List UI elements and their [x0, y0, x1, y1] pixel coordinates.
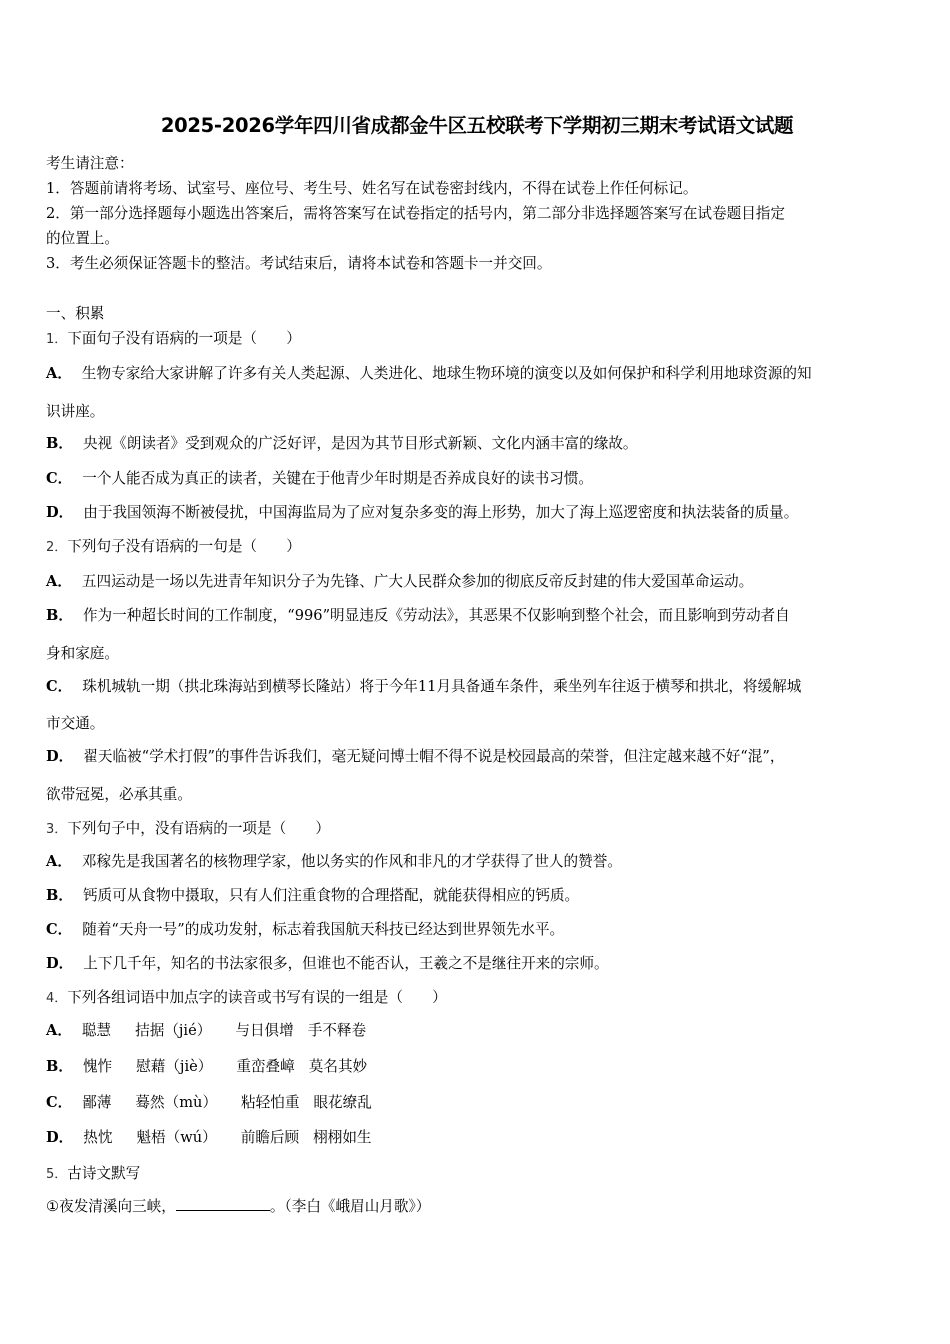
word: 莫名其妙 — [308, 1058, 368, 1075]
q1-option-a-cont: 识讲座。 — [46, 403, 105, 420]
question-number: 3． — [46, 822, 68, 837]
option-label: B． — [46, 1058, 73, 1075]
question-1-stem — [46, 327, 301, 348]
q2-option-a — [46, 570, 753, 591]
fill-blank[interactable] — [176, 1198, 270, 1211]
option-label: B． — [46, 607, 73, 624]
word: 慰藉（jiè） — [136, 1058, 213, 1075]
word: 蓦然（mù） — [135, 1094, 218, 1111]
option-label: D． — [46, 748, 74, 765]
question-number: 4． — [46, 991, 68, 1006]
option-text: 上下几千年，知名的书法家很多，但谁也不能否认，王羲之不是继往开来的宗师。 — [83, 955, 609, 972]
word: 栩栩如生 — [313, 1129, 372, 1146]
question-text: 下列句子没有语病的一句是（ ） — [67, 538, 301, 555]
item-marker: ① — [46, 1198, 60, 1215]
notice-item-1: 1．答题前请将考场、试室号、座位号、考生号、姓名写在试卷密封线内，不得在试卷上作任何标记。 — [46, 180, 698, 197]
q1-option-b — [46, 432, 638, 453]
q1-option-a — [46, 362, 812, 383]
word: 热忱 — [83, 1129, 113, 1146]
q3-option-a — [46, 850, 622, 871]
question-text: 古诗文默写 — [67, 1165, 141, 1182]
word: 魁梧（wú） — [136, 1129, 217, 1146]
q3-option-c — [46, 918, 564, 939]
option-text: 央视《朗读者》受到观众的广泛好评，是因为其节目形式新颖、文化内涵丰富的缘故。 — [82, 435, 638, 452]
option-label: A． — [46, 1022, 72, 1039]
question-text: 下列句子中，没有语病的一项是（ ） — [67, 820, 330, 837]
option-label: A． — [46, 573, 72, 590]
notice-item-3: 3．考生必须保证答题卡的整洁。考试结束后，请将本试卷和答题卡一并交回。 — [46, 255, 552, 272]
option-label: C． — [46, 921, 73, 938]
q5-item-1 — [46, 1195, 430, 1216]
word: 手不释卷 — [307, 1022, 367, 1039]
option-label: B． — [46, 435, 73, 452]
word: 眼花缭乱 — [313, 1094, 372, 1111]
option-text: 一个人能否成为真正的读者，关键在于他青少年时期是否养成良好的读书习惯。 — [82, 470, 594, 487]
option-text: 随着“天舟一号”的成功发射，标志着我国航天科技已经达到世界领先水平。 — [82, 921, 565, 938]
q3-option-d — [46, 952, 609, 973]
question-5-stem — [46, 1162, 140, 1183]
word: 粘轻怕重 — [241, 1094, 300, 1111]
q2-option-d-cont: 欲带冠冕，必承其重。 — [46, 786, 192, 803]
word: 重峦叠嶂 — [236, 1058, 295, 1075]
question-2-stem — [46, 535, 301, 556]
option-text: 作为一种超长时间的工作制度，“996”明显违反《劳动法》，其恶果不仅影响到整个社会，而且影响到劳动者自 — [82, 607, 790, 624]
option-text: 钙质可从食物中摄取，只有人们注重食物的合理搭配，就能获得相应的钙质。 — [82, 887, 580, 904]
q4-option-b — [46, 1055, 367, 1076]
question-text: 下面句子没有语病的一项是（ ） — [67, 330, 301, 347]
q1-option-c — [46, 467, 593, 488]
option-label: C． — [46, 1094, 73, 1111]
page-title: 2025-2026学年四川省成都金牛区五校联考下学期初三期末考试语文试题 — [160, 114, 794, 137]
q3-option-b — [46, 884, 579, 905]
q1-option-d — [46, 501, 798, 522]
option-label: A． — [46, 853, 72, 870]
q4-option-a — [46, 1019, 366, 1040]
word: 聪慧 — [81, 1022, 112, 1039]
poem-line: 夜发清溪向三峡， — [59, 1198, 176, 1215]
word: 鄙薄 — [82, 1094, 112, 1111]
word: 与日俱增 — [235, 1022, 294, 1039]
section-heading: 一、积累 — [46, 305, 105, 322]
option-text: 珠机城轨一期（拱北珠海站到横琴长隆站）将于今年11月具备通车条件，乘坐列车往返于横琴和拱北，将缓解城 — [82, 678, 802, 695]
q4-option-c — [46, 1091, 372, 1112]
option-label: B． — [46, 887, 73, 904]
option-text: 由于我国领海不断被侵扰，中国海监局为了应对复杂多变的海上形势，加大了海上巡逻密度和执法装备的质量。 — [83, 504, 799, 521]
question-text: 下列各组词语中加点字的读音或书写有误的一组是（ ） — [67, 989, 447, 1006]
q2-option-b-cont: 身和家庭。 — [46, 645, 119, 662]
notice-item-2-cont: 的位置上。 — [46, 230, 119, 247]
option-label: D． — [46, 1129, 74, 1146]
poem-source: 。（李白《峨眉山月歌》） — [269, 1198, 431, 1215]
q4-option-d — [46, 1126, 372, 1147]
option-label: C． — [46, 470, 73, 487]
q2-option-c-cont: 市交通。 — [46, 715, 105, 732]
question-3-stem — [46, 817, 330, 838]
option-label: D． — [46, 955, 74, 972]
question-4-stem — [46, 986, 447, 1007]
notice-item-2: 2．第一部分选择题每小题选出答案后，需将答案写在试卷指定的括号内，第二部分非选择题答案写在试卷题目指定 — [46, 205, 785, 222]
word: 拮据（jié） — [135, 1022, 212, 1039]
q2-option-b — [46, 604, 790, 625]
option-text: 翟天临被“学术打假”的事件告诉我们，毫无疑问博士帽不得不说是校园最高的荣誉，但注定越来越不好“混”， — [83, 748, 785, 765]
option-text: 生物专家给大家讲解了许多有关人类起源、人类进化、地球生物环境的演变以及如何保护和科学利用地球资源的知 — [81, 365, 812, 382]
q2-option-d — [46, 745, 784, 766]
question-number: 2． — [46, 540, 68, 555]
option-text: 邓稼先是我国著名的核物理学家，他以务实的作风和非凡的才学获得了世人的赞誉。 — [81, 853, 622, 870]
option-label: A． — [46, 365, 72, 382]
q2-option-c — [46, 675, 801, 696]
option-text: 五四运动是一场以先进青年知识分子为先锋、广大人民群众参加的彻底反帝反封建的伟大爱国革命运动。 — [81, 573, 754, 590]
question-number: 5． — [46, 1167, 68, 1182]
word: 愧怍 — [82, 1058, 113, 1075]
question-number: 1． — [46, 332, 68, 347]
notice-heading: 考生请注意： — [46, 155, 134, 172]
option-label: D． — [46, 504, 74, 521]
word: 前瞻后顾 — [240, 1129, 300, 1146]
option-label: C． — [46, 678, 73, 695]
